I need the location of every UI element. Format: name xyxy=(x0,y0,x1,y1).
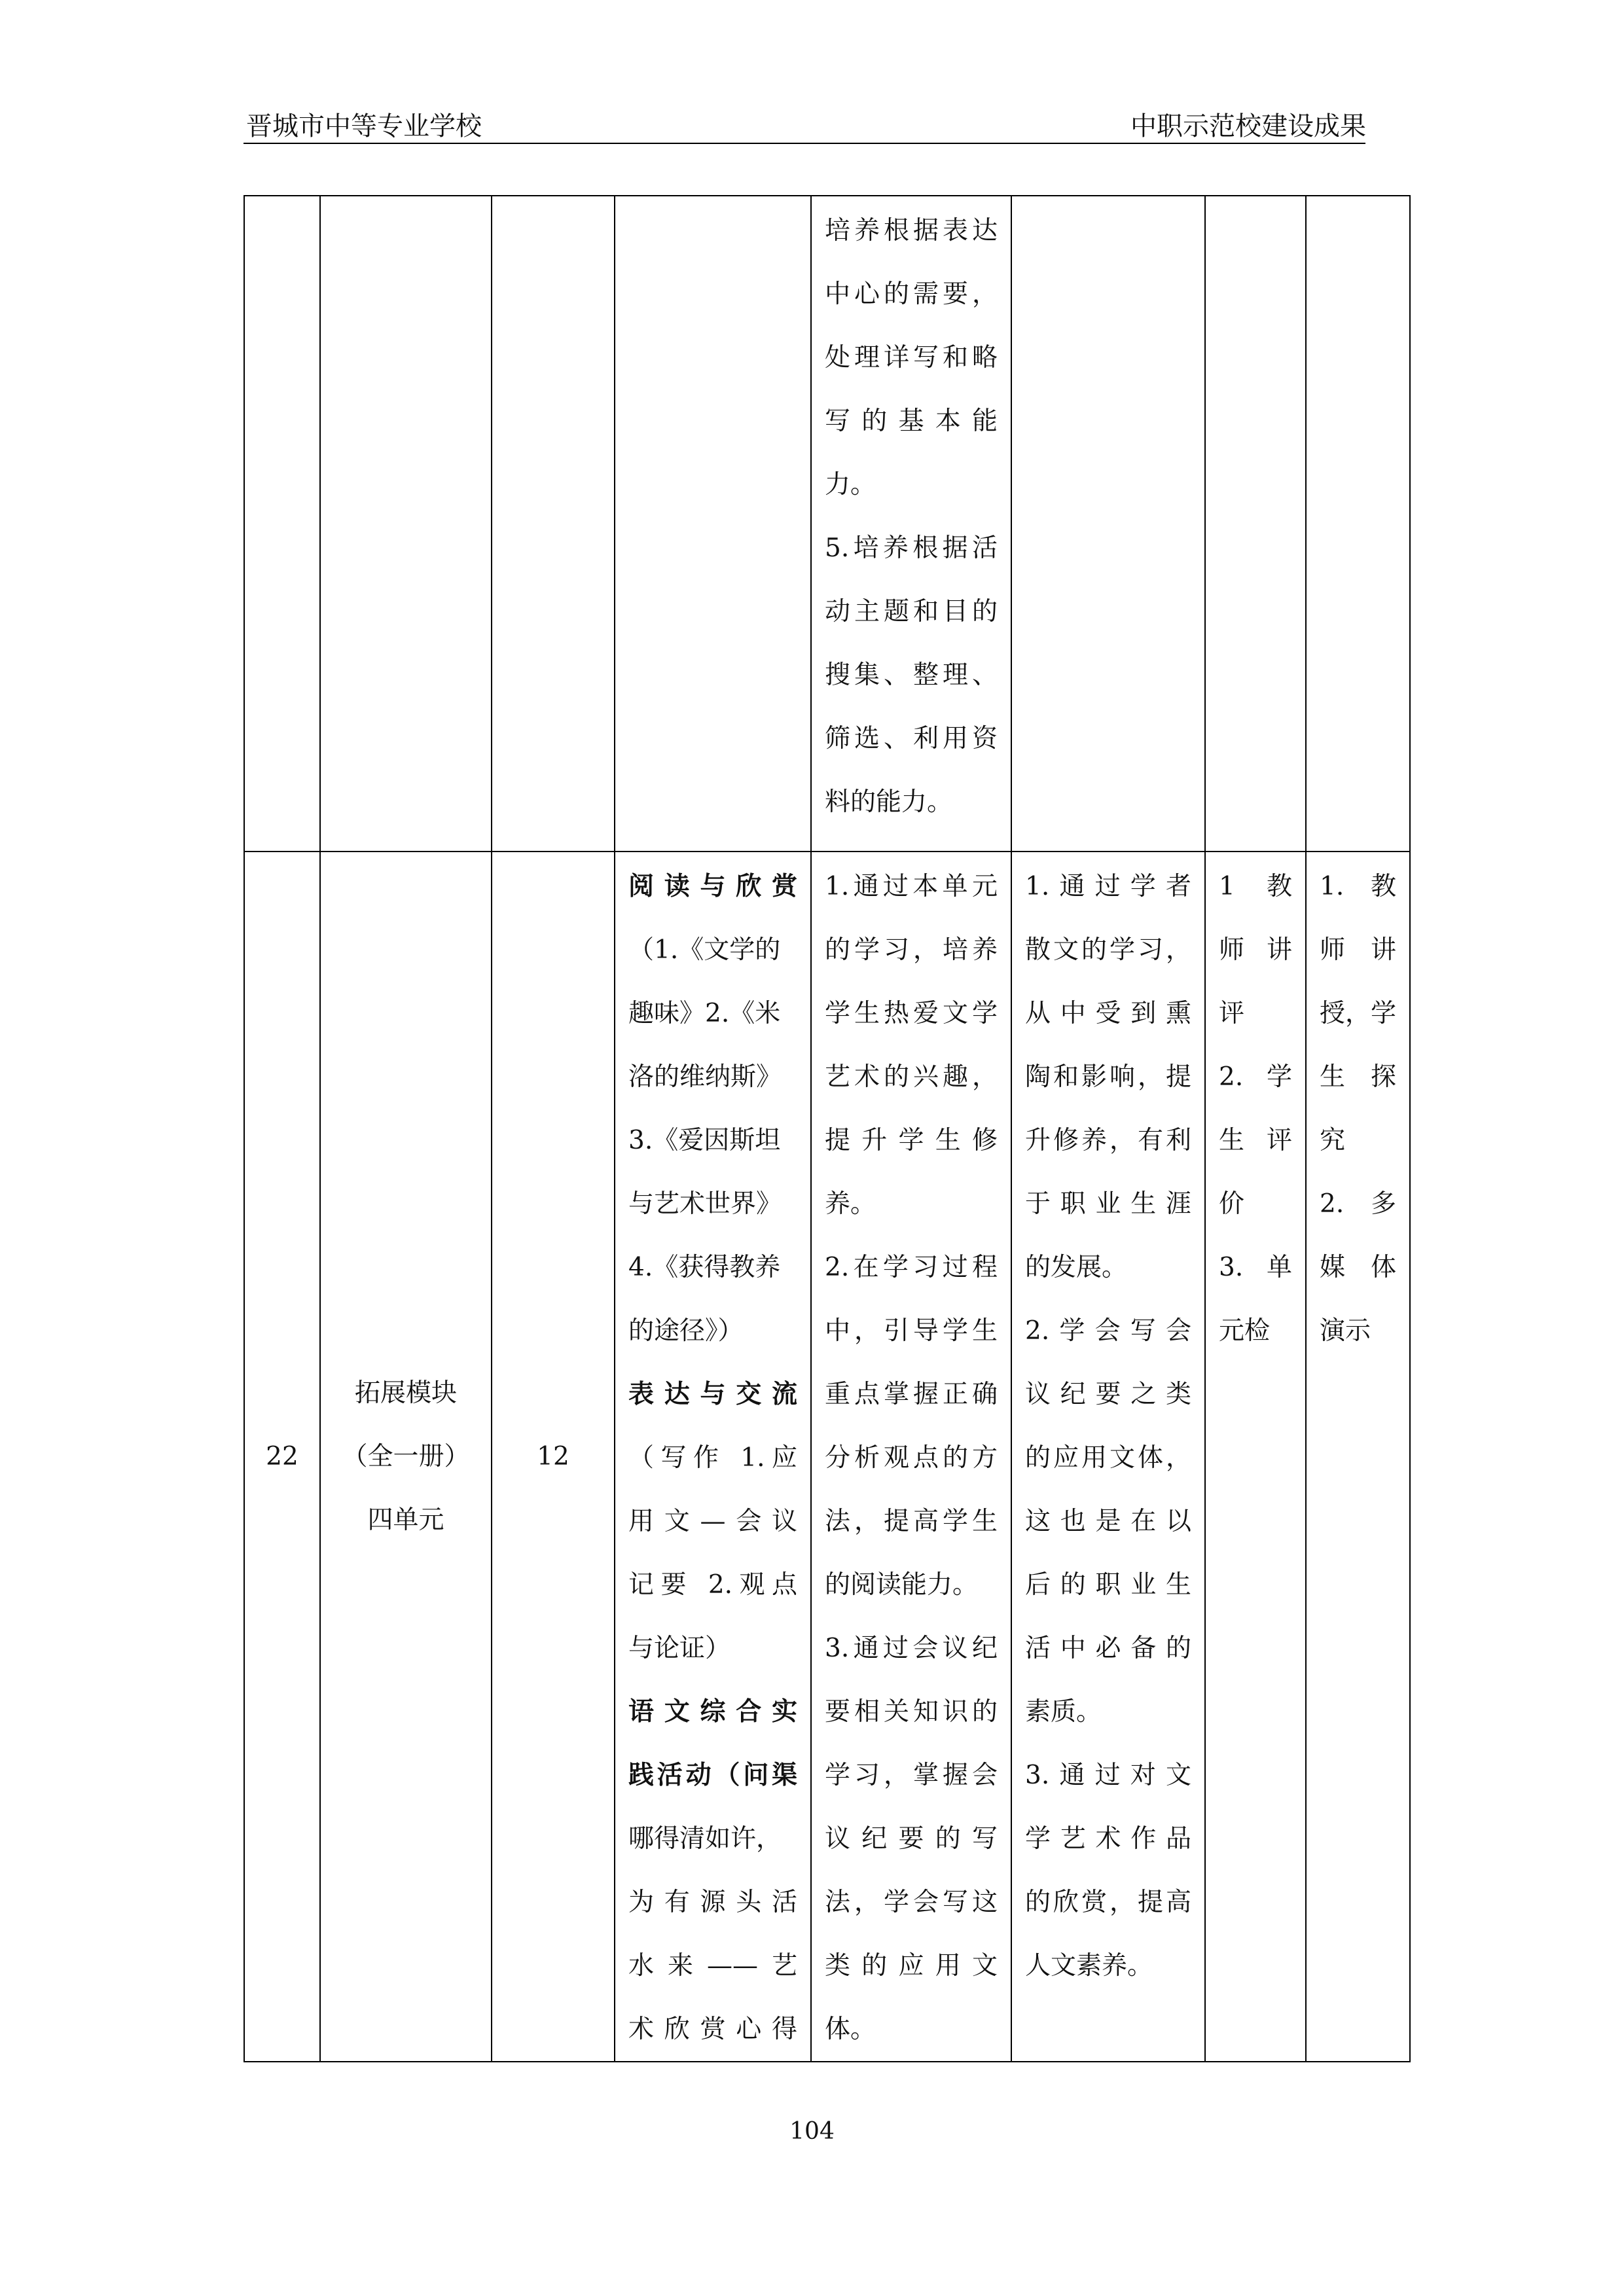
objective-line: 5.培养根据活 xyxy=(825,533,998,563)
evaluation-line: 2. 学 xyxy=(1219,1062,1292,1092)
cell-number-empty xyxy=(244,196,320,852)
content-line: 3.《爱因斯坦 xyxy=(628,1126,781,1155)
goal-line: 的应用文体， xyxy=(1025,1443,1191,1473)
goal-line: 议纪要之类 xyxy=(1025,1380,1191,1409)
objective-line: 2.在学习过程 xyxy=(825,1253,998,1282)
goal-line: 陶和影响，提 xyxy=(1025,1062,1191,1092)
cell-objectives xyxy=(811,852,1011,2062)
objective-line: 筛选、利用资 xyxy=(825,724,998,753)
objective-line: 中心的需要， xyxy=(825,279,998,309)
objective-line: 的阅读能力。 xyxy=(825,1570,979,1600)
content-line: （写作 1.应 xyxy=(628,1443,797,1473)
evaluation-line: 评 xyxy=(1219,999,1245,1028)
cell-module xyxy=(320,852,492,2062)
goal-line: 于职业生涯 xyxy=(1025,1189,1191,1219)
evaluation-line: 元检 xyxy=(1219,1316,1271,1346)
goal-line: 学艺术作品 xyxy=(1025,1824,1191,1854)
objective-line: 法，学会写这 xyxy=(825,1888,998,1917)
objective-line: 法，提高学生 xyxy=(825,1507,998,1536)
goal-line: 3.通过对文 xyxy=(1025,1761,1191,1790)
goal-line: 这也是在以 xyxy=(1025,1507,1191,1536)
objective-line: 料的能力。 xyxy=(825,787,953,817)
objective-line: 力。 xyxy=(825,470,876,499)
content-line: 表达与交流 xyxy=(628,1379,797,1409)
evaluation-line: 3. 单 xyxy=(1219,1253,1292,1282)
cell-content xyxy=(615,852,811,2062)
objective-line: 类的应用文 xyxy=(825,1951,998,1981)
goal-line: 素质。 xyxy=(1025,1697,1102,1727)
content-line: 的途径》） xyxy=(628,1316,744,1346)
content-line: （1.《文学的 xyxy=(628,935,781,965)
content-line: 记要 2.观点 xyxy=(628,1570,797,1600)
table-row-22 xyxy=(244,852,1410,2062)
objective-line: 培养根据表达 xyxy=(825,216,998,245)
objective-line: 处理详写和略 xyxy=(825,343,998,372)
module-line: 拓展模块 xyxy=(354,1378,457,1408)
objective-line: 学习，掌握会 xyxy=(825,1761,998,1790)
method-line: 1. 教 xyxy=(1320,872,1397,901)
objective-line: 3.通过会议纪 xyxy=(825,1634,998,1663)
content-line: 阅读与欣赏 xyxy=(628,871,797,901)
goal-line: 散文的学习， xyxy=(1025,935,1191,965)
evaluation-line: 1 教 xyxy=(1219,872,1292,901)
content-line: 与论证） xyxy=(628,1634,731,1663)
content-line: 水来——艺 xyxy=(628,1951,797,1981)
content-line: 趣味》2.《米 xyxy=(628,999,781,1028)
cell-row-number xyxy=(244,852,320,2062)
cell-module-empty xyxy=(320,196,492,852)
method-line: 究 xyxy=(1320,1126,1346,1155)
method-line: 生探 xyxy=(1320,1062,1397,1092)
goal-line: 从中受到熏 xyxy=(1025,999,1191,1028)
evaluation-line: 生评 xyxy=(1219,1126,1292,1155)
goal-line: 后的职业生 xyxy=(1025,1570,1191,1600)
header-school-name: 晋城市中等专业学校 xyxy=(246,111,482,141)
cell-evaluation-empty xyxy=(1205,196,1306,852)
goal-line: 1.通过学者 xyxy=(1025,872,1191,901)
hours-value: 12 xyxy=(537,1442,569,1471)
method-line: 2. 多 xyxy=(1320,1189,1397,1219)
objective-line: 议纪要的写 xyxy=(825,1824,998,1854)
objective-line: 提升学生修 xyxy=(825,1126,998,1155)
content-line: 与艺术世界》 xyxy=(628,1189,782,1219)
cell-objectives-continued xyxy=(811,196,1011,852)
table-row-continued xyxy=(244,196,1410,852)
objective-line: 中，引导学生 xyxy=(825,1316,998,1346)
header-rule xyxy=(244,143,1365,144)
content-line: 践活动（问渠 xyxy=(628,1760,797,1790)
objective-line: 学生热爱文学 xyxy=(825,999,998,1028)
cell-goals-empty xyxy=(1011,196,1205,852)
objective-line: 分析观点的方 xyxy=(825,1443,998,1473)
cell-goals xyxy=(1011,852,1205,2062)
objective-line: 搜集、整理、 xyxy=(825,660,998,690)
objective-line: 重点掌握正确 xyxy=(825,1380,998,1409)
objective-line: 艺术的兴趣， xyxy=(825,1062,998,1092)
content-line: 洛的维纳斯》 xyxy=(628,1062,782,1092)
objective-line: 养。 xyxy=(825,1189,876,1219)
cell-methods xyxy=(1306,852,1410,2062)
goal-line: 活中必备的 xyxy=(1025,1634,1191,1663)
method-line: 师讲 xyxy=(1320,935,1397,965)
row-number: 22 xyxy=(266,1442,298,1471)
objective-line: 1.通过本单元 xyxy=(825,872,998,901)
cell-content-empty xyxy=(615,196,811,852)
objective-line: 写的基本能 xyxy=(825,406,998,436)
cell-hours-empty xyxy=(492,196,615,852)
method-line: 授，学 xyxy=(1320,999,1397,1028)
header-document-title: 中职示范校建设成果 xyxy=(1130,111,1366,141)
content-line: 4.《获得教养 xyxy=(628,1253,781,1282)
content-line: 为有源头活 xyxy=(628,1888,797,1917)
evaluation-line: 价 xyxy=(1219,1189,1245,1219)
goal-line: 升修养，有利 xyxy=(1025,1126,1191,1155)
method-line: 媒体 xyxy=(1320,1253,1397,1282)
method-line: 演示 xyxy=(1320,1316,1371,1346)
content-line: 术欣赏心得 xyxy=(628,2015,797,2044)
goal-line: 的发展。 xyxy=(1025,1253,1128,1282)
goal-line: 2.学会写会 xyxy=(1025,1316,1191,1346)
cell-hours xyxy=(492,852,615,2062)
evaluation-line: 师讲 xyxy=(1219,935,1292,965)
content-line: 用文—会议 xyxy=(628,1507,797,1536)
module-line: （全一册） xyxy=(342,1442,470,1471)
goal-line: 人文素养。 xyxy=(1025,1951,1153,1981)
content-line: 哪得清如许， xyxy=(628,1824,782,1854)
page-number: 104 xyxy=(789,2118,835,2145)
objective-line: 体。 xyxy=(825,2015,876,2044)
cell-methods-empty xyxy=(1306,196,1410,852)
objective-line: 动主题和目的 xyxy=(825,597,998,626)
curriculum-table xyxy=(244,195,1411,2062)
objective-line: 的学习，培养 xyxy=(825,935,998,965)
cell-evaluation xyxy=(1205,852,1306,2062)
objective-line: 要相关知识的 xyxy=(825,1697,998,1727)
module-line: 四单元 xyxy=(367,1505,444,1535)
goal-line: 的欣赏，提高 xyxy=(1025,1888,1191,1917)
content-line: 语文综合实 xyxy=(628,1696,797,1727)
